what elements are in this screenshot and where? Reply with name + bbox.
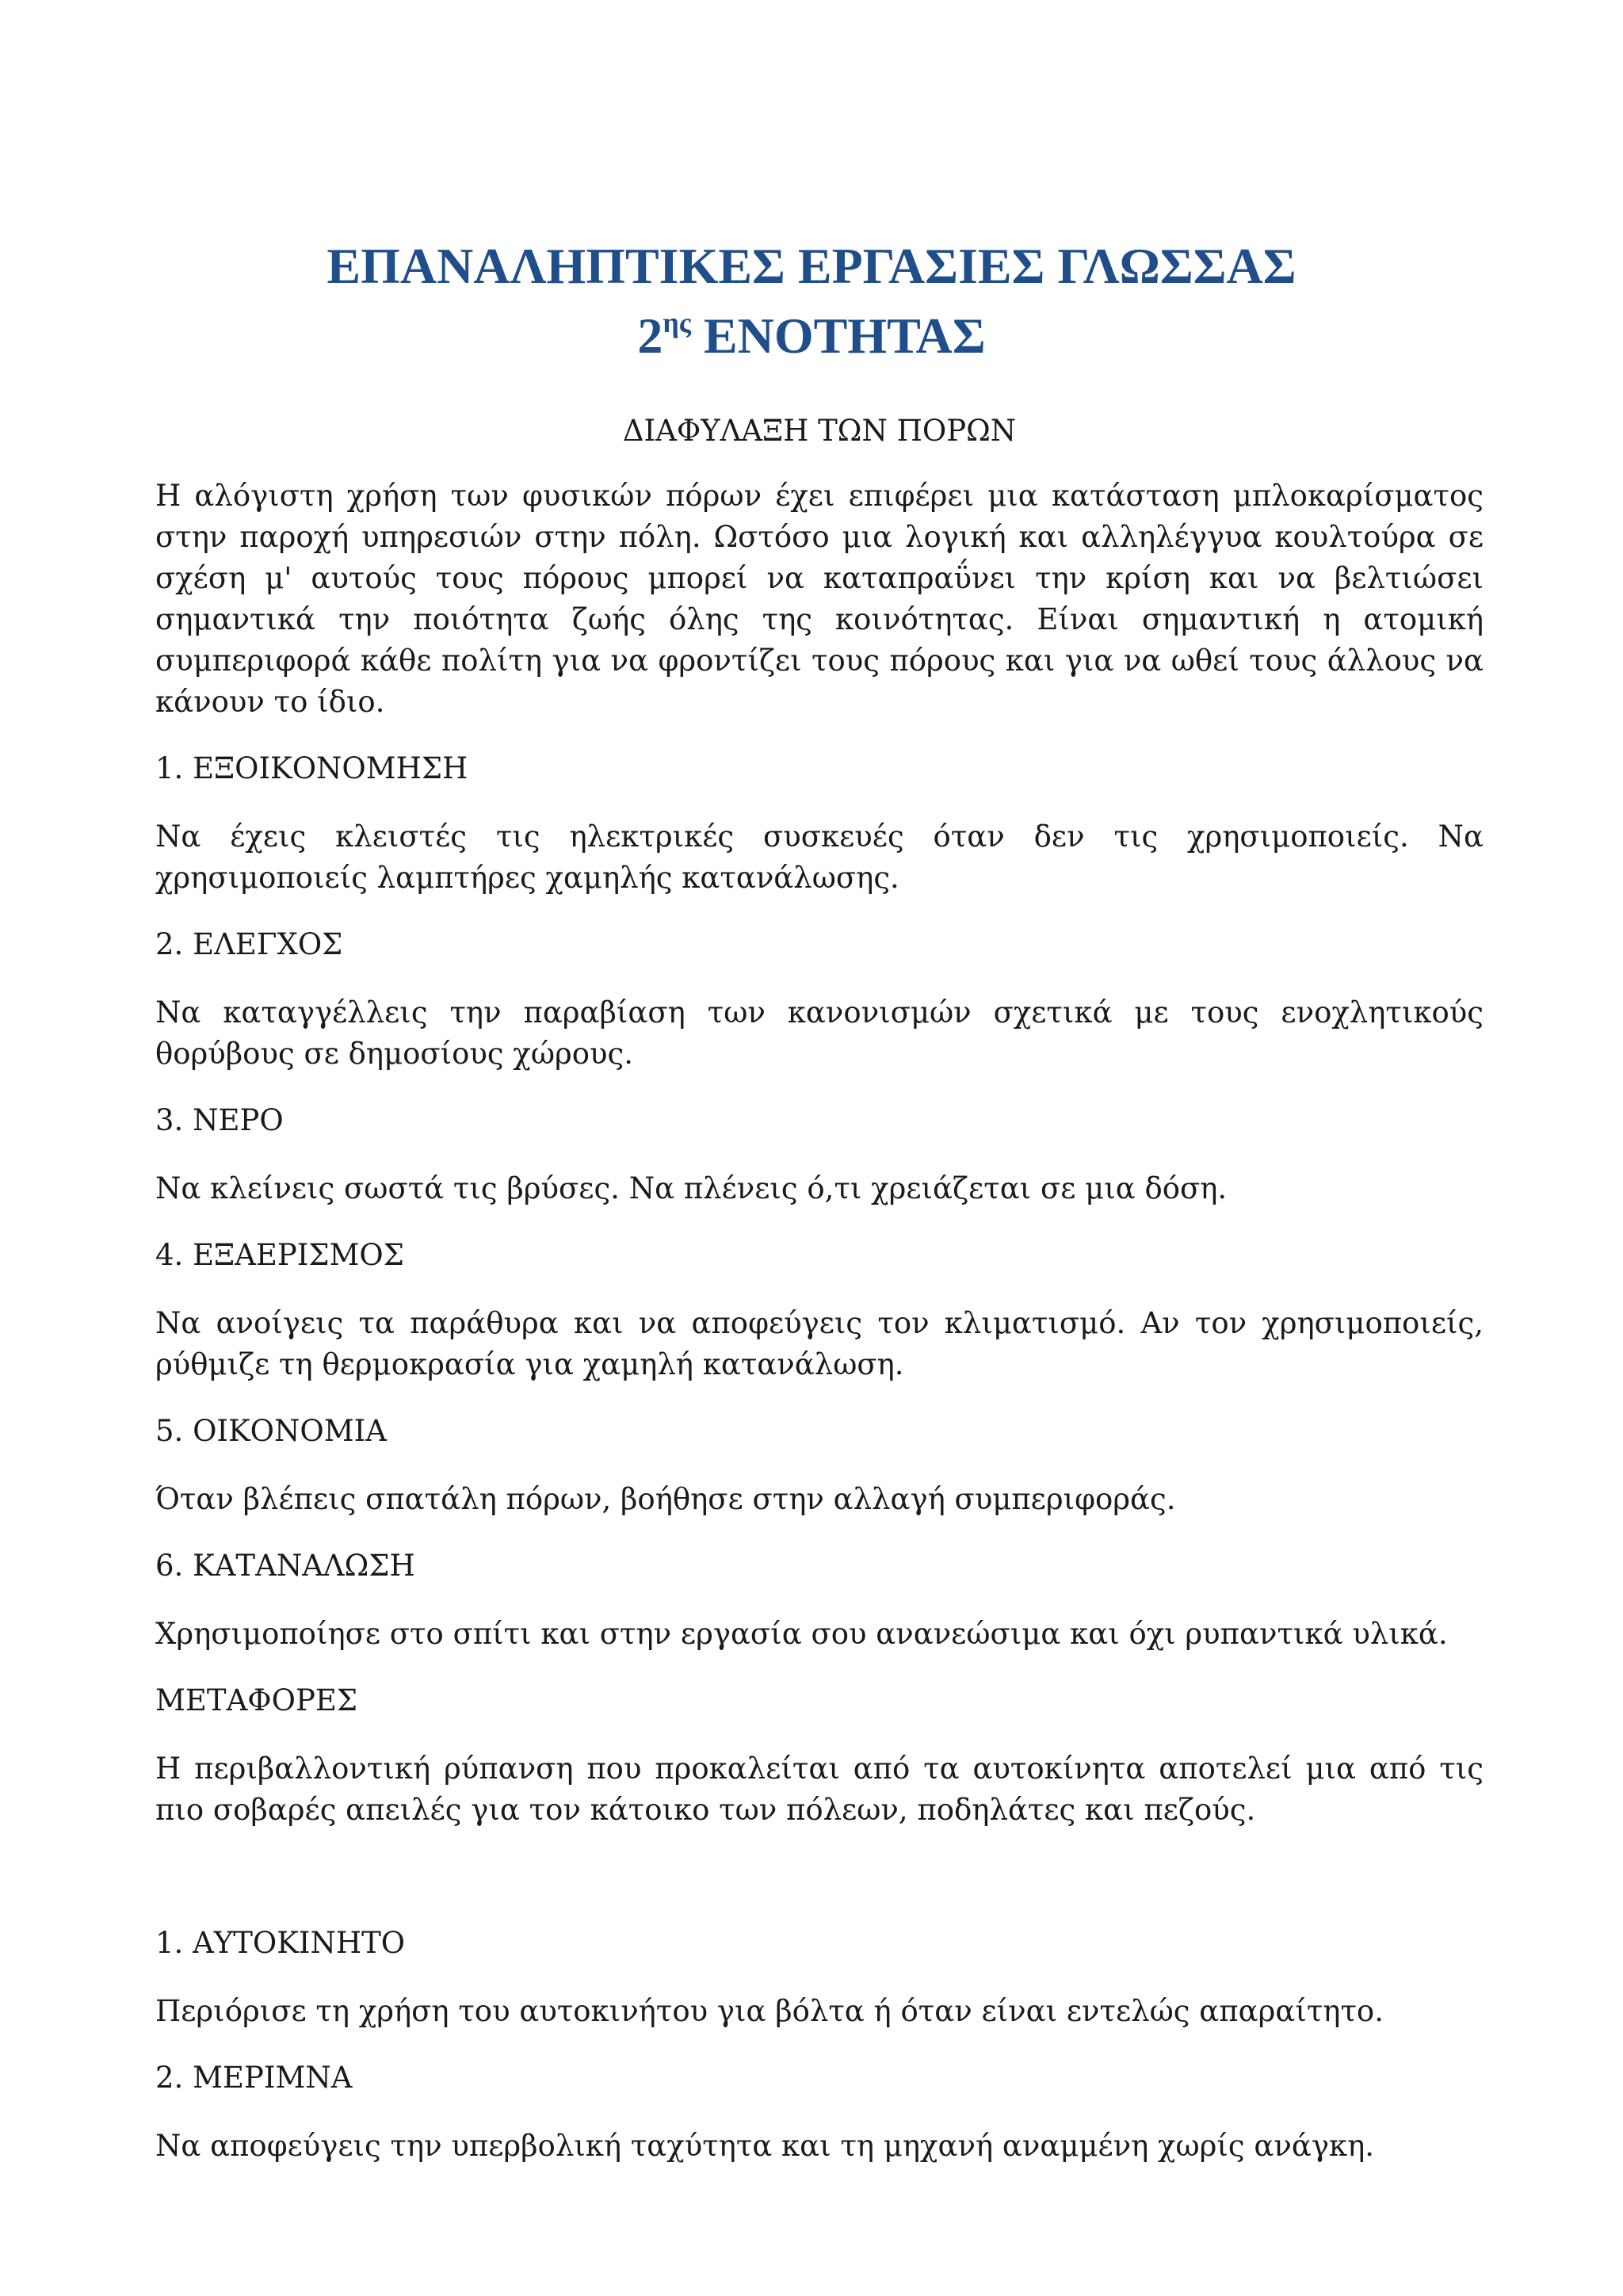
document-body [155, 411, 1484, 2192]
transport-intro-paragraph: Η περιβαλλοντική ρύπανση που προκαλείται από τα αυτοκίνητα αποτελεί μια από τις πιο σοβαρές απειλές για τον κάτοικο των πόλεων, ποδηλάτες και πεζούς. [155, 1752, 1484, 1827]
section-paragraph: Να καταγγέλλεις την παραβίαση των κανονισμών σχετικά με τους ενοχλητικούς θορύβους σε δημοσίους χώρους. [155, 995, 1484, 1071]
section-paragraph: Όταν βλέπεις σπατάλη πόρων, βοήθησε στην αλλαγή συμπεριφοράς. [155, 1482, 1176, 1516]
title-line-1: ΕΠΑΝΑΛΗΠΤΙΚΕΣ ΕΡΓΑΣΙΕΣ ΓΛΩΣΣΑΣ [327, 238, 1296, 294]
section-paragraph: Να έχεις κλειστές τις ηλεκτρικές συσκευές όταν δεν τις χρησιμοποιείς. Να χρησιμοποιείς λαμπτήρες χαμηλής κατανάλωσης. [155, 819, 1484, 895]
section-heading: 2. ΕΛΕΓΧΟΣ [155, 927, 343, 961]
transport-item-heading: 2. ΜΕΡΙΜΝΑ [155, 2061, 353, 2095]
section-heading: 6. ΚΑΤΑΝΑΛΩΣΗ [155, 1549, 415, 1583]
title-superscript: ης [663, 307, 691, 338]
transport-item-paragraph: Περιόρισε τη χρήση του αυτοκινήτου για βόλτα ή όταν είναι εντελώς απαραίτητο. [155, 1994, 1384, 2028]
document-title [0, 231, 1623, 371]
section-heading: 4. ΕΞΑΕΡΙΣΜΟΣ [155, 1238, 404, 1272]
transport-item-paragraph: Να αποφεύγεις την υπερβολική ταχύτητα και τη μηχανή αναμμένη χωρίς ανάγκη. [155, 2129, 1374, 2163]
section-paragraph: Να ανοίγεις τα παράθυρα και να αποφεύγεις τον κλιματισμό. Αν τον χρησιμοποιείς, ρύθμιζε τη θερμοκρασία για χαμηλή κατανάλωση. [155, 1306, 1484, 1381]
section-paragraph: Χρησιμοποίησε στο σπίτι και στην εργασία σου ανανεώσιμα και όχι ρυπαντικά υλικά. [155, 1617, 1448, 1651]
title-unit-text: ΕΝΟΤΗΤΑΣ [690, 308, 986, 364]
transport-heading: ΜΕΤΑΦΟΡΕΣ [155, 1683, 358, 1717]
title-line-2 [0, 301, 1623, 371]
title-number: 2 [637, 308, 663, 364]
section-heading: 1. ΕΞΟΙΚΟΝΟΜΗΣΗ [155, 751, 468, 785]
blank-spacer [155, 1856, 1484, 1923]
transport-item-heading: 1. ΑΥΤΟΚΙΝΗΤΟ [155, 1926, 406, 1960]
section-paragraph: Να κλείνεις σωστά τις βρύσες. Να πλένεις ό,τι χρειάζεται σε μια δόση. [155, 1171, 1228, 1205]
section-heading: 3. ΝΕΡΟ [155, 1103, 284, 1137]
section-subtitle: ΔΙΑΦΥΛΑΞΗ ΤΩΝ ΠΟΡΩΝ [622, 414, 1017, 448]
intro-paragraph: Η αλόγιστη χρήση των φυσικών πόρων έχει επιφέρει μια κατάσταση μπλοκαρίσματος στην παροχή υπηρεσιών στην πόλη. Ωστόσο μια λογική και αλληλέγγυα κουλτούρα σε σχέση μ' αυτούς τους πόρους μπορεί να καταπραΰνει την κρίση και να βελτιώσει σημαντικά την ποιότητα ζωής όλης της κοινότητας. Είναι σημαντική η ατομική συμπεριφορά κάθε πολίτη για να φροντίζει τους πόρους και για να ωθεί τους άλλους να κάνουν το ίδιο. [155, 479, 1484, 719]
section-heading: 5. ΟΙΚΟΝΟΜΙΑ [155, 1414, 387, 1448]
